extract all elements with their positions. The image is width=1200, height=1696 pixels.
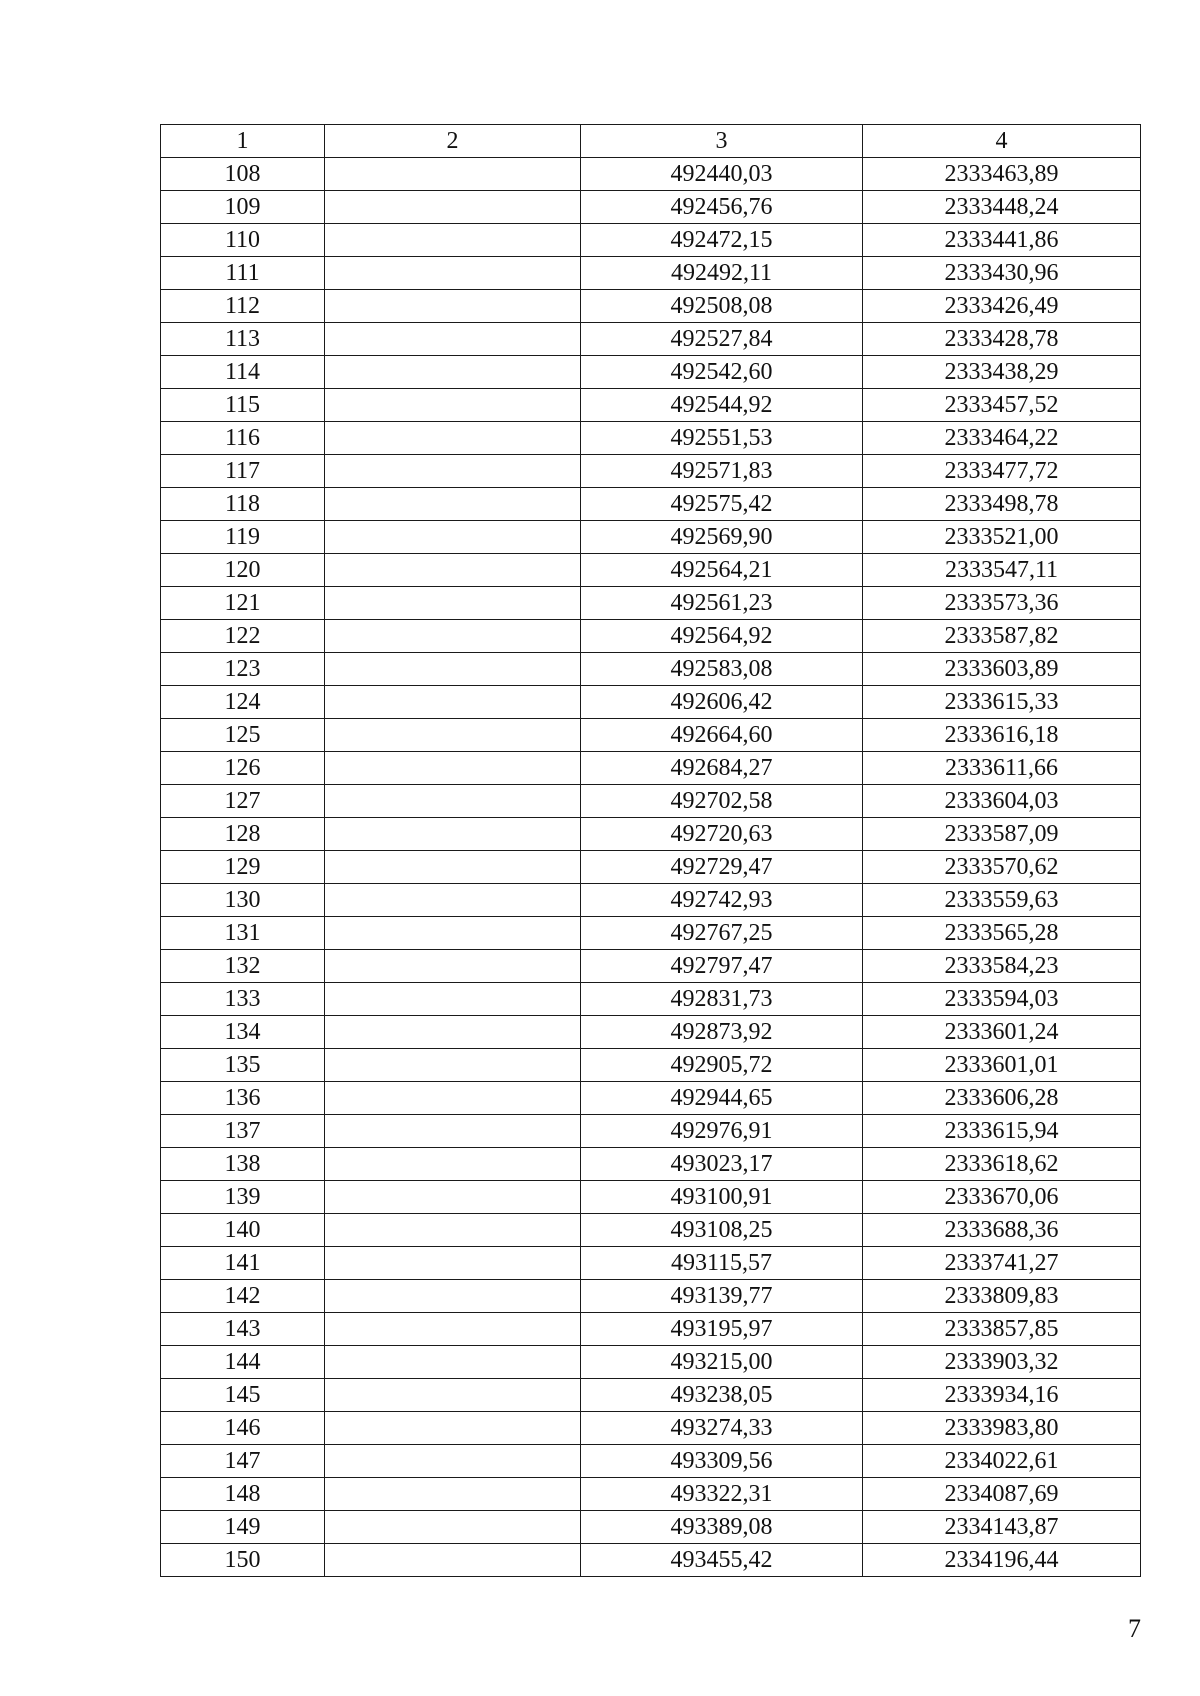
description-cell [325, 719, 581, 752]
point-number-cell: 138 [161, 1148, 325, 1181]
description-cell [325, 1148, 581, 1181]
table-row [161, 1280, 1141, 1313]
column-header: 3 [581, 125, 863, 158]
x-coordinate-cell: 492492,11 [581, 257, 863, 290]
point-number-cell: 113 [161, 323, 325, 356]
table-row [161, 785, 1141, 818]
table-row [161, 1478, 1141, 1511]
x-coordinate-cell: 493238,05 [581, 1379, 863, 1412]
table-row [161, 389, 1141, 422]
x-coordinate-cell: 492905,72 [581, 1049, 863, 1082]
y-coordinate-cell: 2333606,28 [863, 1082, 1141, 1115]
x-coordinate-cell: 492606,42 [581, 686, 863, 719]
x-coordinate-cell: 492831,73 [581, 983, 863, 1016]
point-number-cell: 135 [161, 1049, 325, 1082]
point-number-cell: 149 [161, 1511, 325, 1544]
point-number-cell: 119 [161, 521, 325, 554]
table-row [161, 1082, 1141, 1115]
y-coordinate-cell: 2333547,11 [863, 554, 1141, 587]
point-number-cell: 127 [161, 785, 325, 818]
coordinates-table [160, 124, 1141, 1577]
point-number-cell: 115 [161, 389, 325, 422]
table-row [161, 224, 1141, 257]
y-coordinate-cell: 2333464,22 [863, 422, 1141, 455]
description-cell [325, 1115, 581, 1148]
x-coordinate-cell: 493322,31 [581, 1478, 863, 1511]
description-cell [325, 488, 581, 521]
x-coordinate-cell: 492684,27 [581, 752, 863, 785]
table-row [161, 686, 1141, 719]
description-cell [325, 1445, 581, 1478]
x-coordinate-cell: 492551,53 [581, 422, 863, 455]
x-coordinate-cell: 492797,47 [581, 950, 863, 983]
description-cell [325, 554, 581, 587]
table-row [161, 1148, 1141, 1181]
y-coordinate-cell: 2333573,36 [863, 587, 1141, 620]
x-coordinate-cell: 493108,25 [581, 1214, 863, 1247]
table-row [161, 818, 1141, 851]
point-number-cell: 121 [161, 587, 325, 620]
table-row [161, 884, 1141, 917]
x-coordinate-cell: 493139,77 [581, 1280, 863, 1313]
x-coordinate-cell: 492542,60 [581, 356, 863, 389]
table-row [161, 950, 1141, 983]
x-coordinate-cell: 492440,03 [581, 158, 863, 191]
point-number-cell: 143 [161, 1313, 325, 1346]
point-number-cell: 148 [161, 1478, 325, 1511]
table-row [161, 158, 1141, 191]
table-row [161, 455, 1141, 488]
description-cell [325, 1412, 581, 1445]
y-coordinate-cell: 2333601,24 [863, 1016, 1141, 1049]
table-row [161, 191, 1141, 224]
description-cell [325, 290, 581, 323]
point-number-cell: 110 [161, 224, 325, 257]
point-number-cell: 126 [161, 752, 325, 785]
table-row [161, 1313, 1141, 1346]
y-coordinate-cell: 2333438,29 [863, 356, 1141, 389]
table-row [161, 587, 1141, 620]
column-header: 2 [325, 125, 581, 158]
x-coordinate-cell: 492976,91 [581, 1115, 863, 1148]
y-coordinate-cell: 2333670,06 [863, 1181, 1141, 1214]
point-number-cell: 118 [161, 488, 325, 521]
description-cell [325, 158, 581, 191]
description-cell [325, 1544, 581, 1577]
point-number-cell: 140 [161, 1214, 325, 1247]
table-row [161, 917, 1141, 950]
description-cell [325, 1379, 581, 1412]
table-row [161, 488, 1141, 521]
table-row [161, 752, 1141, 785]
table-row [161, 1445, 1141, 1478]
point-number-cell: 114 [161, 356, 325, 389]
point-number-cell: 134 [161, 1016, 325, 1049]
point-number-cell: 147 [161, 1445, 325, 1478]
x-coordinate-cell: 493309,56 [581, 1445, 863, 1478]
x-coordinate-cell: 492527,84 [581, 323, 863, 356]
y-coordinate-cell: 2333615,94 [863, 1115, 1141, 1148]
description-cell [325, 323, 581, 356]
description-cell [325, 1346, 581, 1379]
point-number-cell: 150 [161, 1544, 325, 1577]
x-coordinate-cell: 492472,15 [581, 224, 863, 257]
point-number-cell: 146 [161, 1412, 325, 1445]
table-row [161, 323, 1141, 356]
y-coordinate-cell: 2333463,89 [863, 158, 1141, 191]
description-cell [325, 587, 581, 620]
table-row [161, 719, 1141, 752]
description-cell [325, 653, 581, 686]
y-coordinate-cell: 2333809,83 [863, 1280, 1141, 1313]
point-number-cell: 142 [161, 1280, 325, 1313]
point-number-cell: 129 [161, 851, 325, 884]
table-row [161, 1346, 1141, 1379]
table-row [161, 1214, 1141, 1247]
y-coordinate-cell: 2333857,85 [863, 1313, 1141, 1346]
description-cell [325, 356, 581, 389]
description-cell [325, 752, 581, 785]
description-cell [325, 224, 581, 257]
x-coordinate-cell: 492564,92 [581, 620, 863, 653]
description-cell [325, 1478, 581, 1511]
y-coordinate-cell: 2334087,69 [863, 1478, 1141, 1511]
table-row [161, 554, 1141, 587]
x-coordinate-cell: 493455,42 [581, 1544, 863, 1577]
table-row [161, 356, 1141, 389]
x-coordinate-cell: 493023,17 [581, 1148, 863, 1181]
table-row [161, 1115, 1141, 1148]
description-cell [325, 818, 581, 851]
point-number-cell: 132 [161, 950, 325, 983]
point-number-cell: 145 [161, 1379, 325, 1412]
description-cell [325, 1313, 581, 1346]
point-number-cell: 112 [161, 290, 325, 323]
y-coordinate-cell: 2333601,01 [863, 1049, 1141, 1082]
column-header: 1 [161, 125, 325, 158]
y-coordinate-cell: 2333903,32 [863, 1346, 1141, 1379]
x-coordinate-cell: 493100,91 [581, 1181, 863, 1214]
point-number-cell: 131 [161, 917, 325, 950]
x-coordinate-cell: 492873,92 [581, 1016, 863, 1049]
table-row [161, 1511, 1141, 1544]
point-number-cell: 108 [161, 158, 325, 191]
point-number-cell: 125 [161, 719, 325, 752]
y-coordinate-cell: 2333594,03 [863, 983, 1141, 1016]
description-cell [325, 686, 581, 719]
description-cell [325, 851, 581, 884]
point-number-cell: 130 [161, 884, 325, 917]
description-cell [325, 1082, 581, 1115]
y-coordinate-cell: 2333983,80 [863, 1412, 1141, 1445]
y-coordinate-cell: 2333616,18 [863, 719, 1141, 752]
y-coordinate-cell: 2333457,52 [863, 389, 1141, 422]
table-body [161, 158, 1141, 1577]
description-cell [325, 950, 581, 983]
x-coordinate-cell: 492569,90 [581, 521, 863, 554]
description-cell [325, 389, 581, 422]
point-number-cell: 128 [161, 818, 325, 851]
x-coordinate-cell: 492564,21 [581, 554, 863, 587]
y-coordinate-cell: 2333587,09 [863, 818, 1141, 851]
point-number-cell: 117 [161, 455, 325, 488]
y-coordinate-cell: 2334022,61 [863, 1445, 1141, 1478]
point-number-cell: 124 [161, 686, 325, 719]
point-number-cell: 122 [161, 620, 325, 653]
x-coordinate-cell: 492583,08 [581, 653, 863, 686]
description-cell [325, 1247, 581, 1280]
table-row [161, 1247, 1141, 1280]
description-cell [325, 257, 581, 290]
y-coordinate-cell: 2333584,23 [863, 950, 1141, 983]
description-cell [325, 983, 581, 1016]
x-coordinate-cell: 492571,83 [581, 455, 863, 488]
table-row [161, 620, 1141, 653]
x-coordinate-cell: 493215,00 [581, 1346, 863, 1379]
y-coordinate-cell: 2333428,78 [863, 323, 1141, 356]
description-cell [325, 917, 581, 950]
description-cell [325, 1016, 581, 1049]
point-number-cell: 139 [161, 1181, 325, 1214]
description-cell [325, 422, 581, 455]
point-number-cell: 111 [161, 257, 325, 290]
y-coordinate-cell: 2333477,72 [863, 455, 1141, 488]
table-row [161, 1049, 1141, 1082]
x-coordinate-cell: 492702,58 [581, 785, 863, 818]
description-cell [325, 1511, 581, 1544]
x-coordinate-cell: 492742,93 [581, 884, 863, 917]
x-coordinate-cell: 493274,33 [581, 1412, 863, 1445]
table-header-row [161, 125, 1141, 158]
y-coordinate-cell: 2333611,66 [863, 752, 1141, 785]
description-cell [325, 191, 581, 224]
x-coordinate-cell: 493115,57 [581, 1247, 863, 1280]
point-number-cell: 133 [161, 983, 325, 1016]
x-coordinate-cell: 492544,92 [581, 389, 863, 422]
description-cell [325, 620, 581, 653]
y-coordinate-cell: 2334143,87 [863, 1511, 1141, 1544]
table-row [161, 257, 1141, 290]
y-coordinate-cell: 2333741,27 [863, 1247, 1141, 1280]
table-row [161, 983, 1141, 1016]
point-number-cell: 144 [161, 1346, 325, 1379]
point-number-cell: 123 [161, 653, 325, 686]
x-coordinate-cell: 492456,76 [581, 191, 863, 224]
table-row [161, 1544, 1141, 1577]
table-row [161, 422, 1141, 455]
y-coordinate-cell: 2333448,24 [863, 191, 1141, 224]
table-row [161, 1412, 1141, 1445]
x-coordinate-cell: 493389,08 [581, 1511, 863, 1544]
x-coordinate-cell: 492767,25 [581, 917, 863, 950]
table-row [161, 653, 1141, 686]
y-coordinate-cell: 2333430,96 [863, 257, 1141, 290]
table-row [161, 290, 1141, 323]
y-coordinate-cell: 2333441,86 [863, 224, 1141, 257]
y-coordinate-cell: 2333426,49 [863, 290, 1141, 323]
table-row [161, 1016, 1141, 1049]
description-cell [325, 1049, 581, 1082]
point-number-cell: 116 [161, 422, 325, 455]
description-cell [325, 1214, 581, 1247]
column-header: 4 [863, 125, 1141, 158]
point-number-cell: 137 [161, 1115, 325, 1148]
y-coordinate-cell: 2333615,33 [863, 686, 1141, 719]
point-number-cell: 141 [161, 1247, 325, 1280]
x-coordinate-cell: 492664,60 [581, 719, 863, 752]
y-coordinate-cell: 2333498,78 [863, 488, 1141, 521]
y-coordinate-cell: 2333688,36 [863, 1214, 1141, 1247]
table-row [161, 521, 1141, 554]
description-cell [325, 785, 581, 818]
table-row [161, 1379, 1141, 1412]
y-coordinate-cell: 2333565,28 [863, 917, 1141, 950]
table-row [161, 1181, 1141, 1214]
y-coordinate-cell: 2333603,89 [863, 653, 1141, 686]
point-number-cell: 120 [161, 554, 325, 587]
description-cell [325, 521, 581, 554]
table-row [161, 851, 1141, 884]
y-coordinate-cell: 2333559,63 [863, 884, 1141, 917]
point-number-cell: 136 [161, 1082, 325, 1115]
point-number-cell: 109 [161, 191, 325, 224]
x-coordinate-cell: 492944,65 [581, 1082, 863, 1115]
y-coordinate-cell: 2333587,82 [863, 620, 1141, 653]
description-cell [325, 455, 581, 488]
x-coordinate-cell: 492720,63 [581, 818, 863, 851]
description-cell [325, 884, 581, 917]
y-coordinate-cell: 2333604,03 [863, 785, 1141, 818]
y-coordinate-cell: 2333570,62 [863, 851, 1141, 884]
y-coordinate-cell: 2334196,44 [863, 1544, 1141, 1577]
x-coordinate-cell: 492561,23 [581, 587, 863, 620]
page-number: 7 [1128, 1614, 1141, 1643]
x-coordinate-cell: 492575,42 [581, 488, 863, 521]
x-coordinate-cell: 492729,47 [581, 851, 863, 884]
description-cell [325, 1181, 581, 1214]
y-coordinate-cell: 2333934,16 [863, 1379, 1141, 1412]
x-coordinate-cell: 492508,08 [581, 290, 863, 323]
y-coordinate-cell: 2333618,62 [863, 1148, 1141, 1181]
x-coordinate-cell: 493195,97 [581, 1313, 863, 1346]
y-coordinate-cell: 2333521,00 [863, 521, 1141, 554]
description-cell [325, 1280, 581, 1313]
